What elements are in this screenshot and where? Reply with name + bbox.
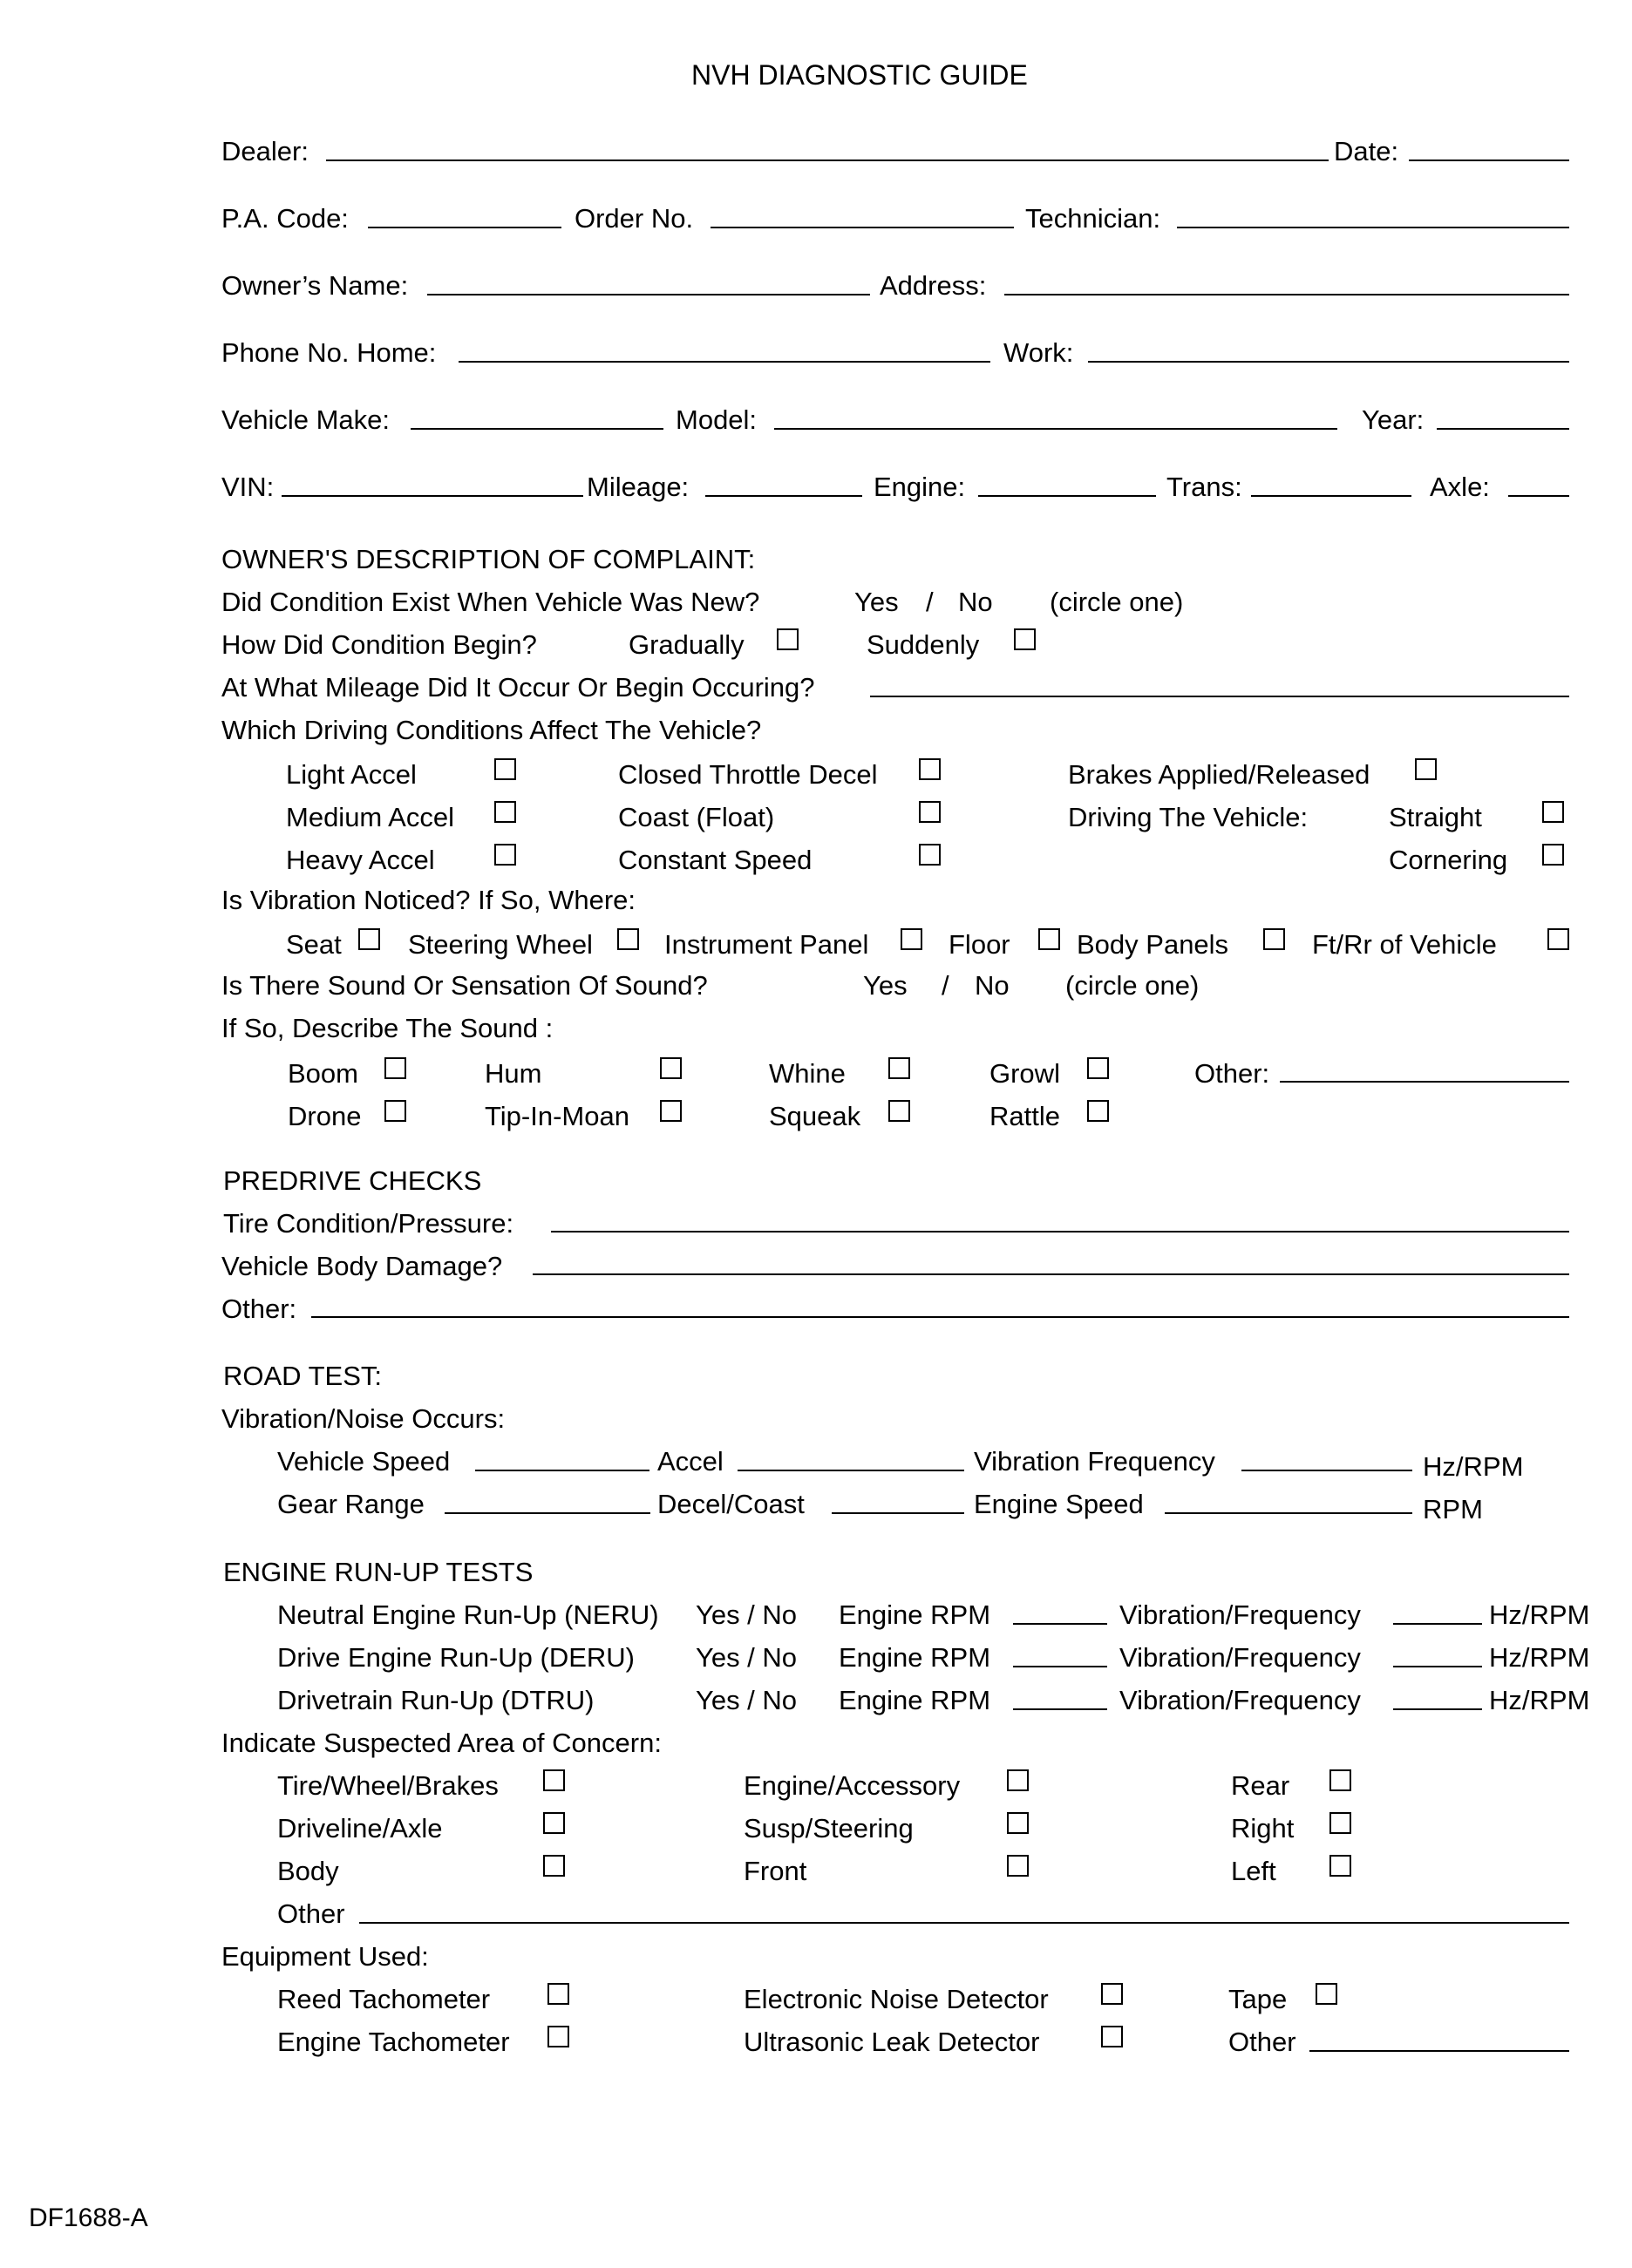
new-yes[interactable]: Yes: [854, 587, 899, 617]
engine-tachometer-checkbox[interactable]: [547, 2026, 569, 2047]
gear-range-label: Gear Range: [277, 1489, 425, 1519]
concern-other-field[interactable]: [359, 1922, 1569, 1924]
year-field[interactable]: [1437, 428, 1569, 430]
right-checkbox[interactable]: [1329, 1812, 1351, 1834]
closed-throttle-checkbox[interactable]: [919, 758, 941, 780]
cornering-checkbox[interactable]: [1542, 844, 1564, 866]
neru-vib-freq-field[interactable]: [1393, 1623, 1482, 1625]
address-label: Address:: [880, 270, 987, 301]
new-circle-one: (circle one): [1050, 587, 1184, 617]
accel-label: Accel: [657, 1446, 724, 1477]
model-label: Model:: [676, 404, 758, 435]
axle-field[interactable]: [1508, 495, 1569, 497]
electronic-noise-detector-label: Electronic Noise Detector: [744, 1984, 1049, 2014]
brakes-label: Brakes Applied/Released: [1068, 759, 1370, 790]
seat-label: Seat: [286, 929, 342, 960]
occur-mileage-field[interactable]: [870, 696, 1569, 697]
order-no-label: Order No.: [575, 203, 694, 234]
complaint-heading: OWNER'S DESCRIPTION OF COMPLAINT:: [221, 544, 756, 574]
heavy-accel-label: Heavy Accel: [286, 845, 435, 875]
growl-label: Growl: [989, 1058, 1060, 1089]
technician-field[interactable]: [1177, 227, 1569, 228]
mileage-label: Mileage:: [587, 472, 690, 502]
body-label: Body: [277, 1856, 339, 1886]
engine-accessory-checkbox[interactable]: [1007, 1769, 1029, 1791]
new-condition-question: Did Condition Exist When Vehicle Was New?: [221, 587, 760, 617]
growl-checkbox[interactable]: [1087, 1057, 1109, 1079]
trans-label: Trans:: [1166, 472, 1242, 502]
dtru-yes-no[interactable]: Yes / No: [696, 1685, 798, 1715]
closed-throttle-label: Closed Throttle Decel: [618, 759, 878, 790]
drone-label: Drone: [288, 1101, 362, 1131]
tip-in-moan-checkbox[interactable]: [660, 1100, 682, 1122]
steering-wheel-checkbox[interactable]: [617, 928, 639, 950]
equipment-other-field[interactable]: [1309, 2050, 1569, 2052]
reed-tachometer-label: Reed Tachometer: [277, 1984, 491, 2014]
vibration-frequency-label: Vibration Frequency: [974, 1446, 1215, 1477]
dtru-unit: Hz/RPM: [1489, 1685, 1590, 1715]
suddenly-label: Suddenly: [867, 629, 980, 660]
accel-field[interactable]: [738, 1470, 964, 1471]
describe-sound-label: If So, Describe The Sound :: [221, 1013, 554, 1043]
light-accel-checkbox[interactable]: [494, 758, 516, 780]
instrument-panel-checkbox[interactable]: [901, 928, 922, 950]
tire-condition-label: Tire Condition/Pressure:: [223, 1208, 514, 1239]
equipment-other-label: Other: [1228, 2027, 1296, 2057]
driveline-axle-checkbox[interactable]: [543, 1812, 565, 1834]
boom-label: Boom: [288, 1058, 358, 1089]
neru-vib-freq-label: Vibration/Frequency: [1119, 1599, 1361, 1630]
medium-accel-label: Medium Accel: [286, 802, 454, 832]
squeak-checkbox[interactable]: [888, 1100, 910, 1122]
year-label: Year:: [1362, 404, 1425, 435]
new-no[interactable]: No: [958, 587, 993, 617]
date-label: Date:: [1334, 136, 1399, 166]
floor-checkbox[interactable]: [1038, 928, 1060, 950]
pa-code-field[interactable]: [368, 227, 561, 228]
deru-label: Drive Engine Run-Up (DERU): [277, 1642, 636, 1673]
floor-label: Floor: [949, 929, 1010, 960]
decel-coast-label: Decel/Coast: [657, 1489, 805, 1519]
address-field[interactable]: [1004, 294, 1569, 295]
coast-label: Coast (Float): [618, 802, 775, 832]
engine-label: Engine:: [874, 472, 966, 502]
vehicle-speed-field[interactable]: [475, 1470, 649, 1471]
vehicle-make-label: Vehicle Make:: [221, 404, 390, 435]
sound-question: Is There Sound Or Sensation Of Sound?: [221, 970, 708, 1001]
tire-condition-field[interactable]: [551, 1231, 1569, 1232]
phone-home-label: Phone No. Home:: [221, 337, 437, 368]
constant-speed-checkbox[interactable]: [919, 844, 941, 866]
right-label: Right: [1231, 1813, 1295, 1844]
dtru-label: Drivetrain Run-Up (DTRU): [277, 1685, 595, 1715]
sound-slash: /: [942, 970, 949, 1001]
gradually-checkbox[interactable]: [777, 628, 799, 650]
date-field[interactable]: [1409, 160, 1569, 161]
work-label: Work:: [1003, 337, 1074, 368]
owners-name-label: Owner’s Name:: [221, 270, 409, 301]
whine-label: Whine: [769, 1058, 846, 1089]
front-label: Front: [744, 1856, 807, 1886]
technician-label: Technician:: [1025, 203, 1161, 234]
engine-speed-label: Engine Speed: [974, 1489, 1144, 1519]
deru-vib-freq-field[interactable]: [1393, 1666, 1482, 1667]
hum-checkbox[interactable]: [660, 1057, 682, 1079]
tire-wheel-brakes-label: Tire/Wheel/Brakes: [277, 1770, 499, 1801]
neru-engine-rpm-field[interactable]: [1013, 1623, 1107, 1625]
light-accel-label: Light Accel: [286, 759, 417, 790]
tip-in-moan-label: Tip-In-Moan: [485, 1101, 629, 1131]
rpm-unit: RPM: [1423, 1494, 1483, 1524]
front-checkbox[interactable]: [1007, 1855, 1029, 1877]
engine-accessory-label: Engine/Accessory: [744, 1770, 961, 1801]
neru-unit: Hz/RPM: [1489, 1599, 1590, 1630]
equipment-heading: Equipment Used:: [221, 1941, 429, 1972]
deru-yes-no[interactable]: Yes / No: [696, 1642, 798, 1673]
straight-label: Straight: [1389, 802, 1482, 832]
sound-yes[interactable]: Yes: [863, 970, 908, 1001]
mileage-field[interactable]: [705, 495, 862, 497]
squeak-label: Squeak: [769, 1101, 861, 1131]
concern-heading: Indicate Suspected Area of Concern:: [221, 1728, 662, 1758]
order-no-field[interactable]: [711, 227, 1014, 228]
document-id: DF1688-A: [29, 2203, 148, 2232]
new-slash: /: [926, 587, 934, 617]
trans-field[interactable]: [1251, 495, 1411, 497]
susp-steering-checkbox[interactable]: [1007, 1812, 1029, 1834]
engine-speed-field[interactable]: [1165, 1512, 1412, 1514]
vibration-question: Is Vibration Noticed? If So, Where:: [221, 885, 636, 915]
runup-heading: ENGINE RUN-UP TESTS: [223, 1557, 534, 1587]
left-label: Left: [1231, 1856, 1276, 1886]
model-field[interactable]: [774, 428, 1337, 430]
cornering-label: Cornering: [1389, 845, 1508, 875]
vehicle-speed-label: Vehicle Speed: [277, 1446, 451, 1477]
tape-checkbox[interactable]: [1316, 1983, 1337, 2005]
electronic-noise-detector-checkbox[interactable]: [1101, 1983, 1123, 2005]
tape-label: Tape: [1228, 1984, 1288, 2014]
axle-label: Axle:: [1430, 472, 1490, 502]
vibration-occurs-label: Vibration/Noise Occurs:: [221, 1403, 506, 1434]
steering-wheel-label: Steering Wheel: [408, 929, 593, 960]
ultrasonic-leak-detector-label: Ultrasonic Leak Detector: [744, 2027, 1040, 2057]
phone-home-field[interactable]: [459, 361, 990, 363]
deru-unit: Hz/RPM: [1489, 1642, 1590, 1673]
gradually-label: Gradually: [629, 629, 745, 660]
page-title: NVH DIAGNOSTIC GUIDE: [691, 59, 1028, 91]
driving-vehicle-label: Driving The Vehicle:: [1068, 802, 1309, 832]
susp-steering-label: Susp/Steering: [744, 1813, 914, 1844]
medium-accel-checkbox[interactable]: [494, 801, 516, 823]
decel-coast-field[interactable]: [832, 1512, 964, 1514]
sound-other-field[interactable]: [1280, 1081, 1569, 1083]
neru-label: Neutral Engine Run-Up (NERU): [277, 1599, 659, 1630]
rear-checkbox[interactable]: [1329, 1769, 1351, 1791]
dealer-field[interactable]: [326, 160, 1329, 161]
predrive-heading: PREDRIVE CHECKS: [223, 1165, 482, 1196]
drone-checkbox[interactable]: [384, 1100, 406, 1122]
body-damage-label: Vehicle Body Damage?: [221, 1251, 503, 1281]
sound-other-label: Other:: [1194, 1058, 1270, 1089]
instrument-panel-label: Instrument Panel: [664, 929, 869, 960]
dtru-vib-freq-label: Vibration/Frequency: [1119, 1685, 1361, 1715]
road-test-heading: ROAD TEST:: [223, 1361, 383, 1391]
constant-speed-label: Constant Speed: [618, 845, 813, 875]
deru-engine-rpm-label: Engine RPM: [839, 1642, 991, 1673]
deru-vib-freq-label: Vibration/Frequency: [1119, 1642, 1361, 1673]
ft-rr-label: Ft/Rr of Vehicle: [1312, 929, 1497, 960]
seat-checkbox[interactable]: [358, 928, 380, 950]
engine-field[interactable]: [978, 495, 1156, 497]
heavy-accel-checkbox[interactable]: [494, 844, 516, 866]
body-checkbox[interactable]: [543, 1855, 565, 1877]
rear-label: Rear: [1231, 1770, 1290, 1801]
coast-checkbox[interactable]: [919, 801, 941, 823]
work-field[interactable]: [1088, 361, 1569, 363]
body-damage-field[interactable]: [533, 1273, 1569, 1275]
predrive-other-label: Other:: [221, 1294, 297, 1324]
body-panels-checkbox[interactable]: [1263, 928, 1285, 950]
suddenly-checkbox[interactable]: [1014, 628, 1036, 650]
brakes-checkbox[interactable]: [1415, 758, 1437, 780]
driveline-axle-label: Driveline/Axle: [277, 1813, 443, 1844]
dtru-engine-rpm-label: Engine RPM: [839, 1685, 991, 1715]
gear-range-field[interactable]: [445, 1512, 650, 1514]
vibration-frequency-field[interactable]: [1241, 1470, 1412, 1471]
reed-tachometer-checkbox[interactable]: [547, 1983, 569, 2005]
vin-field[interactable]: [282, 495, 583, 497]
driving-question: Which Driving Conditions Affect The Vehicle?: [221, 715, 762, 745]
dtru-vib-freq-field[interactable]: [1393, 1708, 1482, 1710]
deru-engine-rpm-field[interactable]: [1013, 1666, 1107, 1667]
sound-no[interactable]: No: [975, 970, 1010, 1001]
whine-checkbox[interactable]: [888, 1057, 910, 1079]
dtru-engine-rpm-field[interactable]: [1013, 1708, 1107, 1710]
begin-question: How Did Condition Begin?: [221, 629, 537, 660]
sound-circle-one: (circle one): [1065, 970, 1200, 1001]
hz-rpm-unit: Hz/RPM: [1423, 1451, 1524, 1482]
vehicle-make-field[interactable]: [411, 428, 663, 430]
rattle-label: Rattle: [989, 1101, 1060, 1131]
ultrasonic-leak-detector-checkbox[interactable]: [1101, 2026, 1123, 2047]
vin-label: VIN:: [221, 472, 275, 502]
mileage-question: At What Mileage Did It Occur Or Begin Occuring?: [221, 672, 815, 703]
neru-engine-rpm-label: Engine RPM: [839, 1599, 991, 1630]
concern-other-label: Other: [277, 1898, 345, 1929]
dealer-label: Dealer:: [221, 136, 309, 166]
owners-name-field[interactable]: [427, 294, 870, 295]
predrive-other-field[interactable]: [311, 1316, 1569, 1318]
rattle-checkbox[interactable]: [1087, 1100, 1109, 1122]
boom-checkbox[interactable]: [384, 1057, 406, 1079]
hum-label: Hum: [485, 1058, 542, 1089]
neru-yes-no[interactable]: Yes / No: [696, 1599, 798, 1630]
ft-rr-checkbox[interactable]: [1547, 928, 1569, 950]
pa-code-label: P.A. Code:: [221, 203, 349, 234]
body-panels-label: Body Panels: [1077, 929, 1229, 960]
straight-checkbox[interactable]: [1542, 801, 1564, 823]
engine-tachometer-label: Engine Tachometer: [277, 2027, 510, 2057]
left-checkbox[interactable]: [1329, 1855, 1351, 1877]
tire-wheel-brakes-checkbox[interactable]: [543, 1769, 565, 1791]
